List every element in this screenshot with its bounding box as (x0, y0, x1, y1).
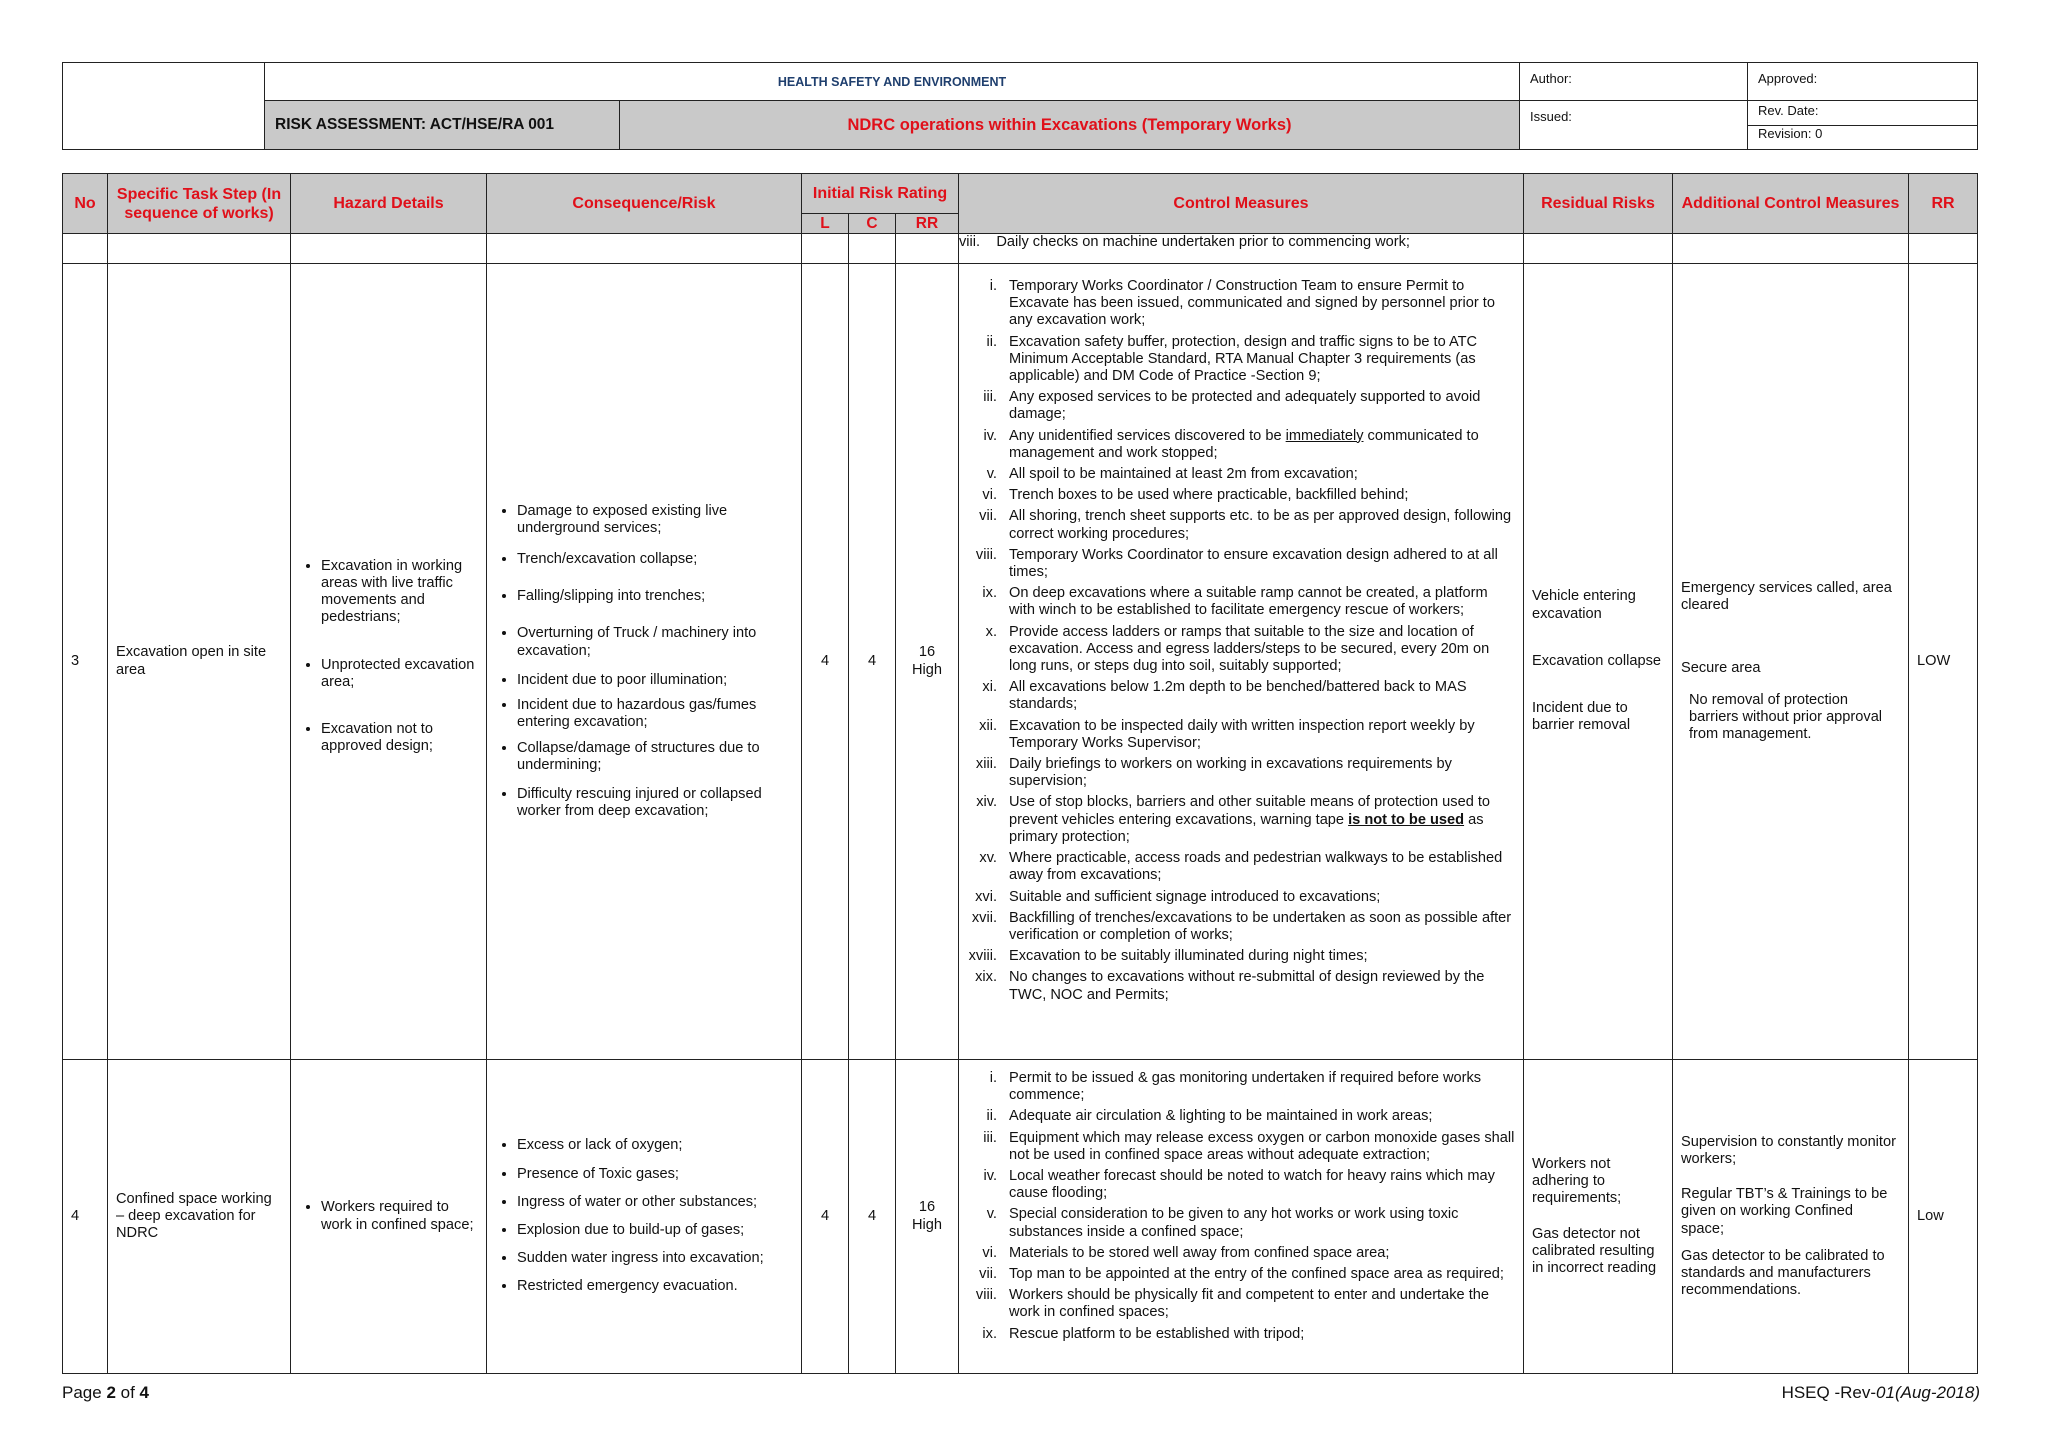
revision-field: Revision: 0 (1748, 125, 1978, 149)
approved-field: Approved: (1748, 63, 1978, 101)
row-task: Confined space working – deep excavation for NDRC (108, 1060, 291, 1374)
additional-item: Emergency services called, area cleared (1681, 579, 1892, 614)
table-row (63, 264, 1978, 1060)
control-number: iv. (983, 427, 997, 444)
control-number: iii. (983, 1129, 997, 1146)
consequence-item: • Explosion due to build-up of gases; (517, 1222, 793, 1239)
consequence-item: • Excess or lack of oxygen; (517, 1137, 793, 1154)
control-text: Special consideration to be given to any hot works or work using toxic substances inside a confined space; (1009, 1206, 1459, 1240)
control-item (959, 889, 1515, 906)
page-number (62, 1383, 149, 1403)
consequence-item: • Incident due to poor illumination; (517, 672, 793, 689)
logo-area (63, 63, 265, 150)
rating-rr (896, 1060, 959, 1374)
rating-c: 4 (849, 1060, 896, 1374)
control-text: On deep excavations where a suitable ramp cannot be created, a platform with winch to be established to facilitate emergency rescue of workers; (1009, 585, 1488, 619)
residual-item: Workers not adhering to requirements; (1532, 1155, 1622, 1207)
control-text: All spoil to be maintained at least 2m from excavation; (1009, 466, 1358, 483)
col-no: No (63, 174, 108, 234)
row-hazards (291, 264, 487, 1060)
row-hazards (291, 1060, 487, 1374)
control-text: Top man to be appointed at the entry of the confined space area as required; (1009, 1266, 1504, 1283)
control-number: i. (989, 1070, 997, 1086)
control-text: Local weather forecast should be noted to watch for heavy rains which may cause flooding; (1009, 1168, 1495, 1202)
assessment-code: RISK ASSESSMENT: ACT/HSE/RA 001 (265, 101, 620, 150)
col-residual: Residual Risks (1524, 174, 1673, 234)
control-item (959, 1168, 1515, 1202)
control-number: ix. (982, 585, 997, 602)
col-control: Control Measures (959, 174, 1524, 234)
control-text: Equipment which may release excess oxygen or carbon monoxide gases shall not be used in confined space areas without adequate extraction; (1009, 1129, 1515, 1163)
control-number: vi. (982, 487, 997, 504)
control-item (959, 1130, 1515, 1164)
control-text-emphasis: immediately (1285, 427, 1364, 444)
row-consequences (487, 264, 802, 1060)
consequence-item: • Ingress of water or other substances; (517, 1194, 793, 1211)
control-number: xiv. (976, 794, 997, 811)
control-text: Daily briefings to workers on working in excavations requirements by supervision; (1009, 756, 1452, 790)
table-row (63, 1060, 1978, 1374)
consequence-item: • Sudden water ingress into excavation; (517, 1250, 793, 1267)
control-number: i. (989, 278, 997, 294)
rating-l: 4 (802, 264, 849, 1060)
control-text: No changes to excavations without re-submittal of design reviewed by the TWC, NOC and Permits; (1009, 969, 1485, 1003)
control-item (959, 718, 1515, 752)
col-c: C (849, 214, 896, 234)
control-text: Materials to be stored well away from confined space area; (1009, 1244, 1390, 1261)
control-item (959, 466, 1515, 483)
risk-table (62, 173, 1978, 1374)
control-item (959, 679, 1515, 713)
document-header (62, 62, 1978, 150)
consequence-item: • Overturning of Truck / machinery into excavation; (517, 625, 793, 659)
control-number: xiii. (975, 756, 997, 773)
control-text-part: communicated to management and work stopped; (1009, 427, 1479, 461)
control-text: All excavations below 1.2m depth to be benched/battered back to MAS standards; (1009, 679, 1467, 713)
row-no: 3 (63, 264, 108, 1060)
control-item (959, 1108, 1515, 1125)
control-item (959, 508, 1515, 542)
control-item (959, 756, 1515, 790)
control-number: ix. (982, 1325, 997, 1342)
control-text: Rescue platform to be established with tripod; (1009, 1325, 1305, 1342)
hazard-item: • Excavation in working areas with live traffic movements and pedestrians; (321, 558, 478, 627)
control-item (959, 428, 1515, 462)
consequence-item: • Trench/excavation collapse; (517, 551, 793, 568)
control-number: ii. (986, 333, 997, 350)
page-prefix: Page (62, 1383, 107, 1402)
row-rr-final: LOW (1909, 264, 1978, 1060)
issued-field: Issued: (1520, 101, 1748, 150)
row-rr-final: Low (1909, 1060, 1978, 1374)
control-number: x. (985, 623, 997, 640)
additional-item: No removal of protection barriers without prior approval from management. (1689, 691, 1883, 742)
control-item (959, 1245, 1515, 1262)
row-no: 4 (63, 1060, 108, 1374)
carry-over-num: viii. (959, 234, 981, 250)
control-text: Workers should be physically fit and competent to enter and undertake the work in confined spaces; (1009, 1287, 1489, 1321)
control-number: vi. (982, 1244, 997, 1261)
table-header-row (63, 174, 1978, 214)
consequence-item: • Incident due to hazardous gas/fumes entering excavation; (517, 697, 793, 731)
control-list (959, 278, 1515, 1004)
control-list (959, 1070, 1515, 1343)
row-consequences (487, 1060, 802, 1374)
control-item (959, 278, 1515, 330)
control-text: Temporary Works Coordinator / Construction Team to ensure Permit to Excavate has been issued, communicated and signed by personnel prior to any excavation work; (1009, 278, 1495, 329)
document-code (1782, 1383, 1980, 1403)
additional-item: Secure area (1681, 660, 1761, 677)
page-total: 4 (139, 1383, 149, 1402)
control-text-part: as primary protection; (1009, 811, 1484, 845)
rating-rr (896, 264, 959, 1060)
rev-date-field: Rev. Date: (1748, 101, 1978, 125)
control-number: viii. (975, 1287, 997, 1304)
control-item (959, 910, 1515, 944)
control-item (959, 948, 1515, 965)
carry-over-control (959, 234, 1524, 264)
control-number: vii. (979, 508, 997, 525)
page-of: of (115, 1383, 140, 1402)
rating-l: 4 (802, 1060, 849, 1374)
control-text: Trench boxes to be used where practicable, backfilled behind; (1009, 487, 1409, 504)
control-text: Provide access ladders or ramps that suitable to the size and location of excavation. Access and egress ladders/steps to be secured, every 20m on long runs, or steps dug into soil, suitably supported; (1009, 623, 1490, 675)
residual-item: Excavation collapse (1532, 652, 1661, 669)
control-text: Excavation to be inspected daily with written inspection report weekly by Temporary Works Supervisor; (1009, 717, 1475, 751)
control-item (959, 1287, 1515, 1321)
control-item (959, 1266, 1515, 1283)
control-number: viii. (975, 546, 997, 563)
residual-item: Gas detector not calibrated resulting in incorrect reading (1532, 1225, 1657, 1276)
control-item (959, 389, 1515, 423)
residual-item: Vehicle entering excavation (1532, 588, 1636, 622)
project-title: NDRC operations within Excavations (Temporary Works) (620, 101, 1520, 150)
col-hazard: Hazard Details (291, 174, 487, 234)
control-text-part: Any unidentified services discovered to be (1009, 427, 1286, 444)
control-text (1009, 428, 1515, 462)
control-item (959, 1326, 1515, 1343)
control-number: xv. (979, 850, 997, 867)
author-field: Author: (1520, 63, 1748, 101)
code-prefix: HSEQ -Rev- (1781, 1383, 1877, 1402)
control-item (959, 1070, 1515, 1104)
col-task: Specific Task Step (In sequence of works) (108, 174, 291, 234)
control-number: xvi. (975, 888, 997, 905)
carry-over-text: Daily checks on machine undertaken prior to commencing work; (996, 234, 1410, 250)
control-text: Temporary Works Coordinator to ensure excavation design adhered to at all times; (1009, 546, 1498, 581)
control-number: v. (986, 1206, 997, 1223)
rating-rr-level: High (911, 661, 942, 678)
hazard-item: • Excavation not to approved design; (321, 721, 478, 755)
control-text: Where practicable, access roads and pedestrian walkways to be established away from excavations; (1009, 850, 1503, 884)
row-additional (1673, 264, 1909, 1060)
col-rr: RR (896, 214, 959, 234)
consequence-item: • Presence of Toxic gases; (517, 1166, 793, 1183)
col-consequence: Consequence/Risk (487, 174, 802, 234)
rating-rr-level: High (911, 1216, 942, 1233)
consequence-item: • Damage to exposed existing live underground services; (517, 503, 793, 537)
rating-rr-value: 16 (918, 644, 936, 661)
row-residual (1524, 1060, 1673, 1374)
control-number: xix. (975, 969, 997, 986)
control-number: xii. (979, 717, 997, 734)
col-additional: Additional Control Measures (1673, 174, 1909, 234)
consequence-item: • Restricted emergency evacuation. (517, 1278, 793, 1295)
row-task: Excavation open in site area (108, 264, 291, 1060)
control-item (959, 1206, 1515, 1240)
control-item (959, 547, 1515, 581)
control-item (959, 969, 1515, 1003)
row-controls (959, 1060, 1524, 1374)
control-number: ii. (986, 1108, 997, 1125)
control-number: vii. (979, 1266, 997, 1283)
residual-item: Incident due to barrier removal (1532, 700, 1631, 734)
additional-item: Supervision to constantly monitor workers; (1681, 1133, 1896, 1167)
control-item (959, 850, 1515, 884)
control-number: v. (986, 466, 997, 483)
rating-c: 4 (849, 264, 896, 1060)
row-residual (1524, 264, 1673, 1060)
control-text: Excavation safety buffer, protection, design and traffic signs to be to ATC Minimum Acceptable Standard, RTA Manual Chapter 3 requirements (as applicable) and DM Code of Practice -Section 9; (1009, 333, 1478, 385)
carry-over-row (63, 234, 1978, 264)
row-controls (959, 264, 1524, 1060)
control-text: Suitable and sufficient signage introduced to excavations; (1009, 888, 1381, 905)
col-rr-final: RR (1909, 174, 1978, 234)
control-item (959, 624, 1515, 676)
control-number: xi. (982, 679, 997, 696)
control-text: Excavation to be suitably illuminated during night times; (1009, 948, 1368, 965)
hazard-item: • Unprotected excavation area; (321, 657, 478, 691)
consequence-item: • Difficulty rescuing injured or collapsed worker from deep excavation; (517, 786, 793, 820)
control-text: Adequate air circulation & lighting to be maintained in work areas; (1009, 1108, 1433, 1125)
control-number: xvii. (971, 909, 997, 926)
additional-item: Regular TBT’s & Trainings to be given on working Confined space; (1681, 1186, 1888, 1237)
control-number: iii. (983, 389, 997, 406)
col-initial-risk: Initial Risk Rating (802, 174, 959, 214)
control-item (959, 334, 1515, 386)
consequence-item: • Falling/slipping into trenches; (517, 588, 793, 605)
col-l: L (802, 214, 849, 234)
control-text: Any exposed services to be protected and adequately supported to avoid damage; (1009, 389, 1481, 423)
additional-item: Gas detector to be calibrated to standards and manufacturers recommendations. (1681, 1247, 1885, 1299)
control-text-emphasis: is not to be used (1348, 811, 1465, 828)
control-item (959, 585, 1515, 619)
code-revision: 01(Aug-2018) (1876, 1383, 1980, 1402)
control-text-part: Use of stop blocks, barriers and other suitable means of protection used to prevent vehicles entering excavations, warning tape (1009, 794, 1491, 828)
department-title: HEALTH SAFETY AND ENVIRONMENT (265, 63, 1520, 101)
control-number: iv. (983, 1168, 997, 1185)
consequence-item: • Collapse/damage of structures due to undermining; (517, 740, 793, 774)
hazard-item: • Workers required to work in confined space; (321, 1199, 478, 1233)
control-text: Permit to be issued & gas monitoring undertaken if required before works commence; (1009, 1070, 1482, 1104)
control-number: xviii. (968, 948, 997, 965)
rating-rr-value: 16 (918, 1199, 936, 1216)
row-additional (1673, 1060, 1909, 1374)
control-text (1009, 794, 1515, 846)
control-text: All shoring, trench sheet supports etc. to be as per approved design, following correct working procedures; (1009, 508, 1512, 542)
control-text: Backfilling of trenches/excavations to be undertaken as soon as possible after verification or completion of works; (1009, 909, 1512, 943)
page-current: 2 (106, 1383, 116, 1402)
control-item (959, 794, 1515, 846)
control-item (959, 487, 1515, 504)
